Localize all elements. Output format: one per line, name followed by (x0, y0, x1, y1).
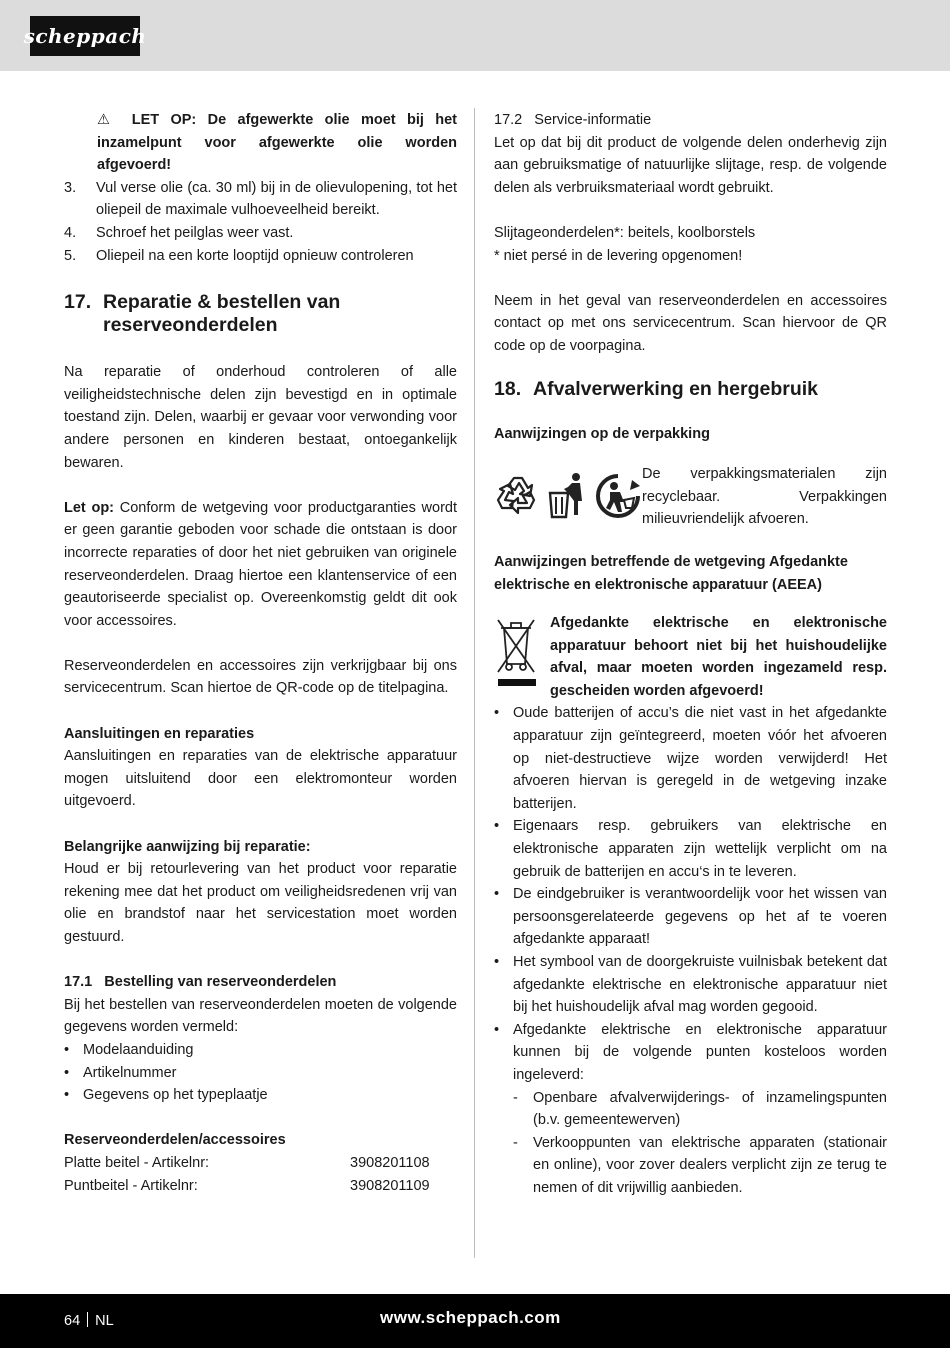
footer-bar (0, 1294, 950, 1348)
packaging-row (494, 463, 887, 531)
collection-points-list (513, 1087, 887, 1200)
connections-heading: Aansluitingen en reparaties (64, 725, 255, 742)
section-17-2-heading: 17.2 Service-informatie (494, 112, 652, 128)
connections-text: Aansluitingen en reparaties van de elektrische apparatuur mogen uitsluitend door een elektromonteur worden uitgevoerd. (64, 748, 457, 810)
column-divider (474, 108, 475, 1258)
packaging-text: De verpakkingsmaterialen zijn recyclebaar. Verpakkingen milieuvriendelijk afvoeren. (642, 466, 887, 528)
repair-paragraph: Na reparatie of onderhoud controleren of alle veiligheidstechnische delen zijn bevestigd en in optimale toestand zijn. Delen, waarbij er gevaar voor verwonding voor andere personen en kinderen bestaat, ontoegankelijk bewaren. (64, 364, 457, 471)
list-item: • Afgedankte elektrische en elektronische apparatuur kunnen bij de volgende punten kosteloos worden ingeleverd: (494, 1021, 887, 1083)
packaging-icons (494, 463, 642, 529)
page-number: 64 NL (64, 1313, 114, 1329)
crossed-bin-icon (494, 612, 550, 702)
list-item: - Verkooppunten van elektrische apparaten (stationair en online), voor zover dealers verplicht zijn ze terug te nemen of dit vrijwillig aanbieden. (513, 1134, 887, 1196)
packaging-heading: Aanwijzingen op de verpakking (494, 425, 710, 442)
left-column (64, 109, 457, 1197)
service-info-text: Let op dat bij dit product de volgende delen onderhevig zijn aan gebruiksmatige of natuurlijke slijtage, resp. de volgende delen als verbruiksmateriaal wordt gebruikt. (494, 134, 887, 196)
table-row: Puntbeitel - Artikelnr: 3908201109 (64, 1177, 430, 1194)
weee-bullets (494, 702, 887, 1086)
section-17-heading: 17. Reparatie & bestellen van reserveonderdelen (64, 291, 341, 337)
weee-text: Afgedankte elektrische en elektronische apparatuur behoort niet bij het huishoudelijke afval, maar moeten worden ingezameld resp. gescheiden worden afgevoerd! (550, 615, 887, 699)
list-item: • Eigenaars resp. gebruikers van elektrische en elektronische apparaten zijn wettelijk verplicht om na gebruik de batterijen en accu‘s in te leveren. (494, 818, 887, 880)
language-code: NL (95, 1313, 114, 1329)
contact-text: Neem in het geval van reserveonderdelen en accessoires contact op met ons servicecentrum. Scan hiervoor de QR code op de voorpagina. (494, 292, 887, 354)
list-item: • Gegevens op het typeplaatje (64, 1087, 268, 1104)
header-bar (0, 0, 950, 71)
important-heading: Belangrijke aanwijzing bij reparatie: (64, 838, 311, 855)
list-item: 3. Vul verse olie (ca. 30 ml) bij in de olievulopening, tot het oliepeil de maximale vulhoeveelheid bereikt. (64, 179, 457, 219)
list-item: 5. Oliepeil na een korte looptijd opnieuw controleren (64, 247, 414, 264)
website-url: www.scheppach.com (380, 1308, 561, 1327)
warning-text: LET OP: De afgewerkte olie moet bij het inzamelpunt voor afgewerkte olie worden afgevoerd! (97, 112, 458, 174)
table-row: Platte beitel - Artikelnr: 3908201108 (64, 1154, 430, 1171)
list-item: • De eindgebruiker is verantwoordelijk voor het wissen van persoonsgerelateerde gegevens op het af te voeren afgedankte apparaat! (494, 886, 887, 948)
section-17-1-heading: 17.1 Bestelling van reserveonderdelen (64, 974, 337, 991)
warranty-paragraph: Let op: Conform de wetgeving voor productgaranties wordt er geen garantie geboden voor schade die ontstaan is door incorrecte reparaties of door het niet gebruiken van originele reserveonderdelen. Draag hiertoe een klantenservice of een geautoriseerde specialist op. Overeenkomstig geldt dit ook voor accessoires. (64, 499, 457, 629)
oil-warning (64, 109, 457, 177)
list-item: • Het symbool van de doorgekruiste vuilnisbak betekent dat afgedankte elektrische en elektronische apparatuur niet bij het huishoudelijk afval mag worden gegooid. (494, 954, 887, 1016)
oil-steps-list (64, 177, 457, 267)
right-column (494, 109, 887, 1200)
order-details-list (64, 1039, 457, 1107)
availability-paragraph: Reserveonderdelen en accessoires zijn verkrijgbaar bij ons servicecentrum. Scan hiertoe de QR-code op de titelpagina. (64, 657, 457, 697)
scheppach-logo: scheppach (30, 16, 140, 56)
list-item: - Openbare afvalverwijderings- of inzamelingspunten (b.v. gemeentewerven) (513, 1089, 887, 1129)
wear-note: * niet persé in de levering opgenomen! (494, 247, 743, 264)
important-text: Houd er bij retourlevering van het product voor reparatie rekening mee dat het product om veiligheidsredenen vrij van olie en brandstof naar het servicestation moet worden gestuurd. (64, 861, 457, 945)
warning-triangle-icon: ⚠ (97, 112, 118, 128)
list-item: 4. Schroef het peilglas weer vast. (64, 224, 294, 241)
section-18-heading: 18. Afvalverwerking en hergebruik (494, 377, 819, 400)
weee-row (494, 612, 887, 702)
recycle-icon (494, 472, 542, 520)
list-item: • Modelaanduiding (64, 1041, 194, 1058)
weee-heading: Aanwijzingen betreffende de wetgeving Afgedankte elektrische en elektronische apparatuur (AEEA) (494, 553, 848, 593)
list-item: • Oude batterijen of accu’s die niet vast in het afgedankte apparatuur zijn geïntegreerd, moeten vóór het afvoeren op niet-destructieve wijze worden verwijderd! Het afvoeren hiervan is geregeld in de wetgeving inzake batterijen. (494, 705, 887, 812)
wear-parts: Slijtageonderdelen*: beitels, koolborstels (494, 224, 756, 241)
parts-heading: Reserveonderdelen/accessoires (64, 1132, 286, 1149)
recycle-person-icon (594, 472, 642, 520)
trash-bin-person-icon (546, 471, 590, 521)
list-item: • Artikelnummer (64, 1064, 177, 1081)
section-17-1-text: Bij het bestellen van reserveonderdelen moeten de volgende gegevens worden vermeld: (64, 996, 457, 1036)
